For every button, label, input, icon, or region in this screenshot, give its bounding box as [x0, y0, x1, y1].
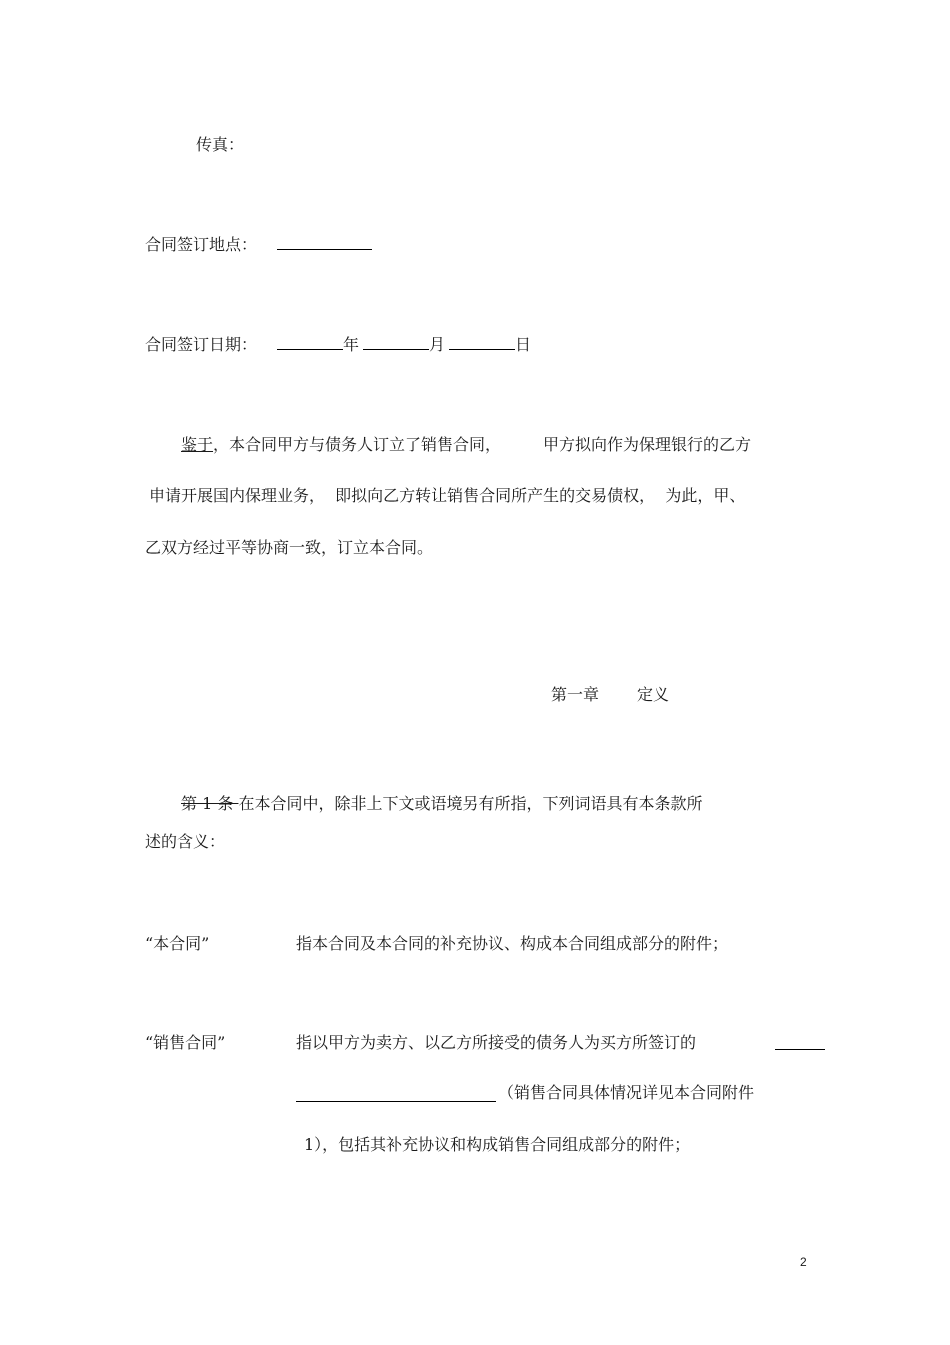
- sign-date-row: [145, 335, 531, 355]
- month-blank: [363, 335, 429, 350]
- fax-label: 传真：: [196, 135, 245, 154]
- chapter-title: 定义: [637, 685, 670, 704]
- preamble-line-2: 申请开展国内保理业务， 即拟向乙方转让销售合同所产生的交易债权， 为此，甲、: [149, 486, 746, 505]
- day-label: 日: [515, 335, 532, 354]
- year-label: 年: [343, 335, 360, 354]
- day-blank: [449, 335, 515, 350]
- definition-term: “本合同”: [145, 934, 210, 953]
- sales-contract-blank-1: [775, 1035, 825, 1050]
- preamble-line1-rest: ，本合同甲方与债务人订立了销售合同，: [213, 435, 502, 454]
- preamble-lead: 鉴于: [181, 435, 214, 454]
- definition-text-cont: （销售合同具体情况详见本合同附件: [498, 1083, 755, 1102]
- sign-place-label: 合同签订地点：: [145, 235, 258, 254]
- definition-text-cont: 1），包括其补充协议和构成销售合同组成部分的附件；: [304, 1135, 691, 1154]
- article-1-line-1: [181, 794, 702, 814]
- sales-contract-blank-2: [296, 1087, 496, 1102]
- sign-date-label: 合同签订日期：: [145, 335, 258, 354]
- chapter-number: 第一章: [551, 685, 600, 704]
- definition-text: 指本合同及本合同的补充协议、构成本合同组成部分的附件；: [296, 934, 729, 953]
- preamble-line-1: [181, 435, 501, 455]
- definition-term: “销售合同”: [145, 1033, 226, 1052]
- sign-place-blank: [277, 235, 372, 250]
- month-label: 月: [429, 335, 446, 354]
- page-number: 2: [800, 1255, 807, 1269]
- article-1-text: 在本合同中，除非上下文或语境另有所指，下列词语具有本条款所: [238, 794, 703, 813]
- definition-text: 指以甲方为卖方、以乙方所接受的债务人为买方所签订的: [296, 1033, 697, 1052]
- article-1-line-2: 述的含义：: [145, 832, 226, 851]
- preamble-line-3: 乙双方经过平等协商一致，订立本合同。: [145, 538, 434, 557]
- sign-place-row: [145, 235, 372, 255]
- year-blank: [277, 335, 343, 350]
- article-1-label: 第 1 条: [181, 794, 239, 813]
- preamble-line-1-tail: 甲方拟向作为保理银行的乙方: [543, 435, 752, 454]
